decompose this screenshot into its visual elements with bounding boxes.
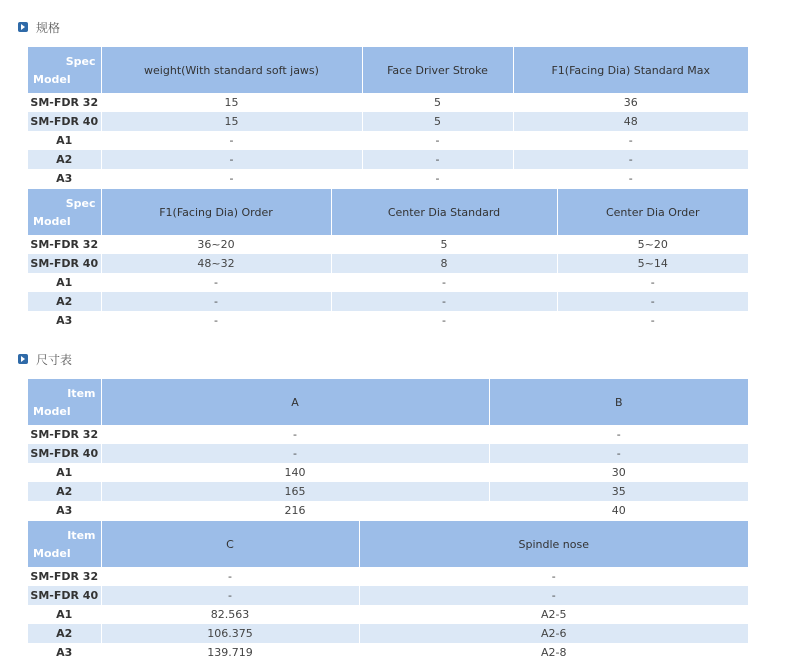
table-row <box>28 235 748 254</box>
table-cell: 48 <box>513 112 748 131</box>
column-header: F1(Facing Dia) Order <box>101 189 331 235</box>
table-cell: - <box>101 311 331 330</box>
table-cell: 8 <box>331 254 557 273</box>
table-cell: A2-6 <box>359 624 748 643</box>
table-cell: 36 <box>513 93 748 112</box>
table-row <box>28 254 748 273</box>
table-row <box>28 292 748 311</box>
table-cell: - <box>359 586 748 605</box>
table-cell: - <box>557 273 748 292</box>
table-row <box>28 131 748 150</box>
model-cell: A2 <box>28 150 101 169</box>
table-cell: 5 <box>362 112 513 131</box>
corner-bottom-label: Model <box>33 547 71 560</box>
table-cell: A2-8 <box>359 643 748 662</box>
table-row <box>28 425 748 444</box>
table-row <box>28 112 748 131</box>
table-cell: - <box>489 444 748 463</box>
table-cell: 36~20 <box>101 235 331 254</box>
table-cell: - <box>101 169 362 188</box>
table-cell: - <box>513 131 748 150</box>
corner-top-label: Item <box>67 387 96 400</box>
column-header: Face Driver Stroke <box>362 47 513 93</box>
table-cell: 48~32 <box>101 254 331 273</box>
corner-bottom-label: Model <box>33 405 71 418</box>
table-row <box>28 567 748 586</box>
table-cell: - <box>362 169 513 188</box>
model-cell: A2 <box>28 292 101 311</box>
table-row <box>28 311 748 330</box>
table-cell: 5 <box>331 235 557 254</box>
table-row <box>28 482 748 501</box>
corner-header <box>28 379 101 425</box>
section-title: 规格 <box>36 20 61 35</box>
table-header-row <box>28 189 748 235</box>
model-cell: SM-FDR 40 <box>28 586 101 605</box>
table-cell: - <box>331 292 557 311</box>
table-cell: - <box>359 567 748 586</box>
model-cell: A2 <box>28 624 101 643</box>
table-header-row <box>28 379 748 425</box>
model-cell: A2 <box>28 482 101 501</box>
arrow-right-icon <box>18 22 28 32</box>
table-cell: 30 <box>489 463 748 482</box>
arrow-right-icon <box>18 354 28 364</box>
model-cell: SM-FDR 32 <box>30 428 99 441</box>
table-cell: 216 <box>101 501 489 520</box>
column-header: C <box>101 521 359 567</box>
model-cell: A3 <box>56 314 73 327</box>
section-heading-spec <box>18 19 60 35</box>
model-cell: A3 <box>56 646 73 659</box>
column-header: Center Dia Order <box>557 189 748 235</box>
table-cell: - <box>101 586 359 605</box>
corner-bottom-label: Model <box>33 215 71 228</box>
corner-top-label: Item <box>67 529 96 542</box>
table-row <box>28 624 748 643</box>
column-header: Center Dia Standard <box>331 189 557 235</box>
table-cell: 5~20 <box>557 235 748 254</box>
model-cell: A3 <box>56 172 73 185</box>
model-cell: SM-FDR 32 <box>30 96 99 109</box>
corner-bottom-label: Model <box>33 73 71 86</box>
table-row <box>28 643 748 662</box>
section-heading-dimensions <box>18 351 72 367</box>
table-row <box>28 605 748 624</box>
table-cell: - <box>331 311 557 330</box>
table-cell: 35 <box>489 482 748 501</box>
column-header: Spindle nose <box>359 521 748 567</box>
table-header-row <box>28 521 748 567</box>
table-cell: - <box>101 444 489 463</box>
table-cell: - <box>362 131 513 150</box>
table-cell: - <box>489 425 748 444</box>
table-cell: - <box>101 273 331 292</box>
table-cell: 106.375 <box>101 624 359 643</box>
table-cell: 15 <box>101 93 362 112</box>
table-row <box>28 444 748 463</box>
table-row <box>28 273 748 292</box>
table-cell: A2-5 <box>359 605 748 624</box>
model-cell: A1 <box>56 466 73 479</box>
model-cell: SM-FDR 40 <box>28 444 101 463</box>
model-cell: A1 <box>56 134 73 147</box>
model-cell: SM-FDR 32 <box>30 238 99 251</box>
corner-header <box>28 521 101 567</box>
corner-header <box>28 47 101 93</box>
model-cell: A1 <box>56 276 73 289</box>
column-header: A <box>101 379 489 425</box>
dimension-table-2 <box>28 521 748 662</box>
table-cell: - <box>362 150 513 169</box>
table-cell: - <box>557 311 748 330</box>
column-header: F1(Facing Dia) Standard Max <box>513 47 748 93</box>
table-cell: - <box>331 273 557 292</box>
table-cell: 82.563 <box>101 605 359 624</box>
model-cell: A1 <box>56 608 73 621</box>
table-cell: - <box>101 567 359 586</box>
table-cell: - <box>513 150 748 169</box>
table-row <box>28 501 748 520</box>
column-header: weight(With standard soft jaws) <box>101 47 362 93</box>
table-header-row <box>28 47 748 93</box>
table-cell: 40 <box>489 501 748 520</box>
corner-header <box>28 189 101 235</box>
model-cell: SM-FDR 40 <box>28 254 101 273</box>
column-header: B <box>489 379 748 425</box>
table-cell: - <box>513 169 748 188</box>
model-cell: A3 <box>56 504 73 517</box>
table-cell: 5~14 <box>557 254 748 273</box>
model-cell: SM-FDR 32 <box>30 570 99 583</box>
table-cell: 5 <box>362 93 513 112</box>
table-cell: - <box>101 425 489 444</box>
table-row <box>28 93 748 112</box>
corner-top-label: Spec <box>65 197 96 210</box>
table-row <box>28 586 748 605</box>
corner-top-label: Spec <box>65 55 96 68</box>
table-cell: - <box>101 150 362 169</box>
table-cell: 139.719 <box>101 643 359 662</box>
table-cell: 165 <box>101 482 489 501</box>
table-cell: 15 <box>101 112 362 131</box>
table-cell: - <box>101 292 331 311</box>
table-cell: 140 <box>101 463 489 482</box>
table-row <box>28 150 748 169</box>
table-row <box>28 463 748 482</box>
table-cell: - <box>101 131 362 150</box>
model-cell: SM-FDR 40 <box>28 112 101 131</box>
table-cell: - <box>557 292 748 311</box>
spec-table-1 <box>28 47 748 188</box>
dimension-table-1 <box>28 379 748 520</box>
table-row <box>28 169 748 188</box>
section-title: 尺寸表 <box>36 352 73 367</box>
spec-table-2 <box>28 189 748 330</box>
